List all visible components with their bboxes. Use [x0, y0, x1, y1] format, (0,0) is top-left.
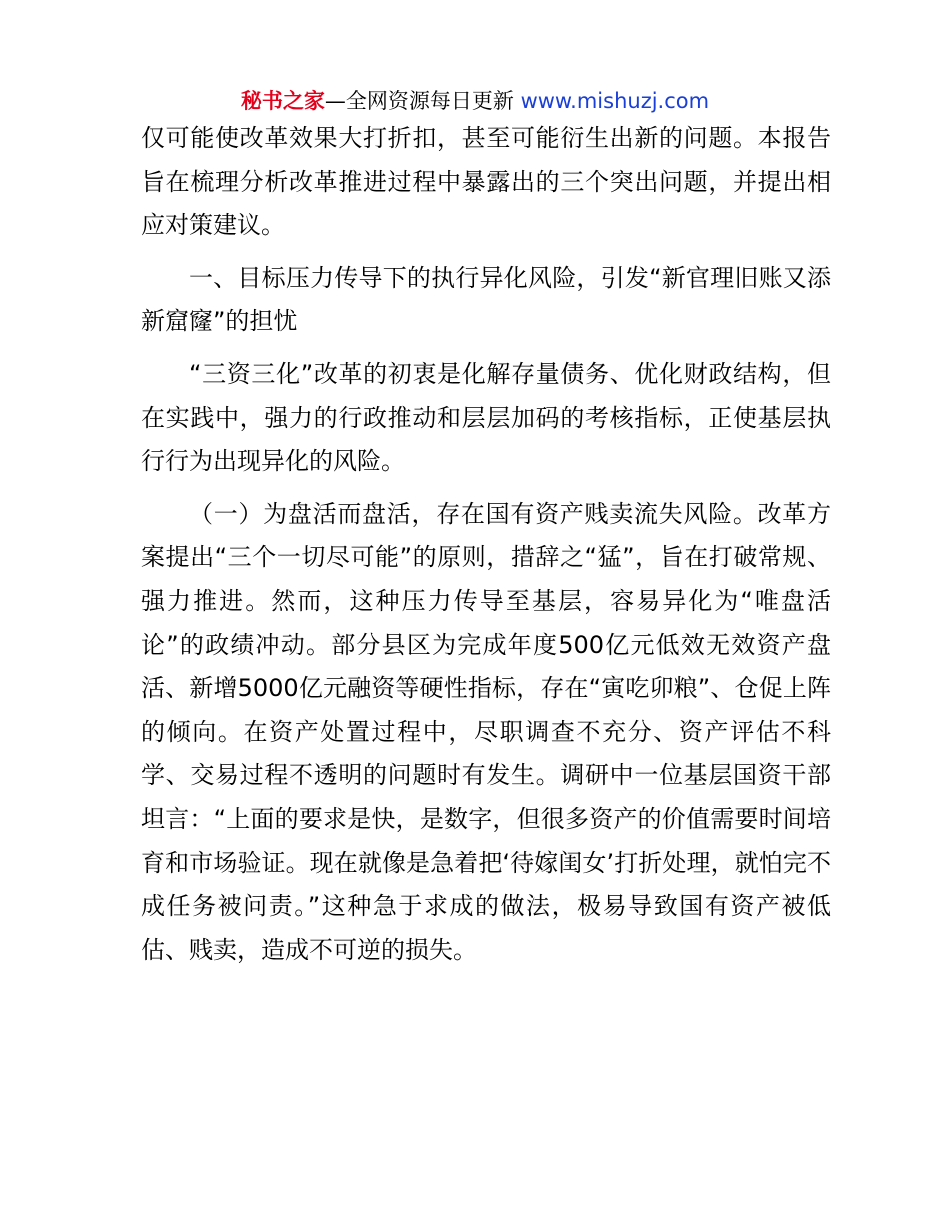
paragraph-subsection-1: （一）为盘活而盘活，存在国有资产贱卖流失风险。改革方案提出“三个一切尽可能”的原则，措辞之“猛”，旨在打破常规、强力推进。然而，这种压力传导至基层，容易异化为“唯盘活论”的政绩冲动。部分县区为完成年度500亿元低效无效资产盘活、新增5000亿元融资等硬性指标，存在“寅吃卯粮”、仓促上阵的倾向。在资产处置过程中，尽职调查不充分、资产评估不科学、交易过程不透明的问题时有发生。调研中一位基层国资干部坦言：“上面的要求是快，是数字，但很多资产的价值需要时间培育和市场验证。现在就像是急着把‘待嫁闺女’打折处理，就怕完不成任务被问责。”这种急于求成的做法，极易导致国有资产被低估、贱卖，造成不可逆的损失。: [141, 499, 831, 964]
site-url-link[interactable]: www.mishuzj.com: [520, 89, 710, 113]
paragraph-continuation: 仅可能使改革效果大打折扣，甚至可能衍生出新的问题。本报告旨在梳理分析改革推进过程中暴露出的三个突出问题，并提出相应对策建议。: [141, 124, 831, 240]
document-body: [141, 117, 831, 972]
site-slogan: —全网资源每日更新: [324, 89, 521, 113]
site-header: [0, 86, 950, 116]
paragraph-intro: “三资三化”改革的初衷是化解存量债务、优化财政结构，但在实践中，强力的行政推动和层层加码的考核指标，正使基层执行行为出现异化的风险。: [141, 359, 831, 476]
site-brand: 秘书之家: [240, 89, 325, 113]
section-heading: 一、目标压力传导下的执行异化风险，引发“新官理旧账又添新窟窿”的担忧: [141, 263, 831, 336]
